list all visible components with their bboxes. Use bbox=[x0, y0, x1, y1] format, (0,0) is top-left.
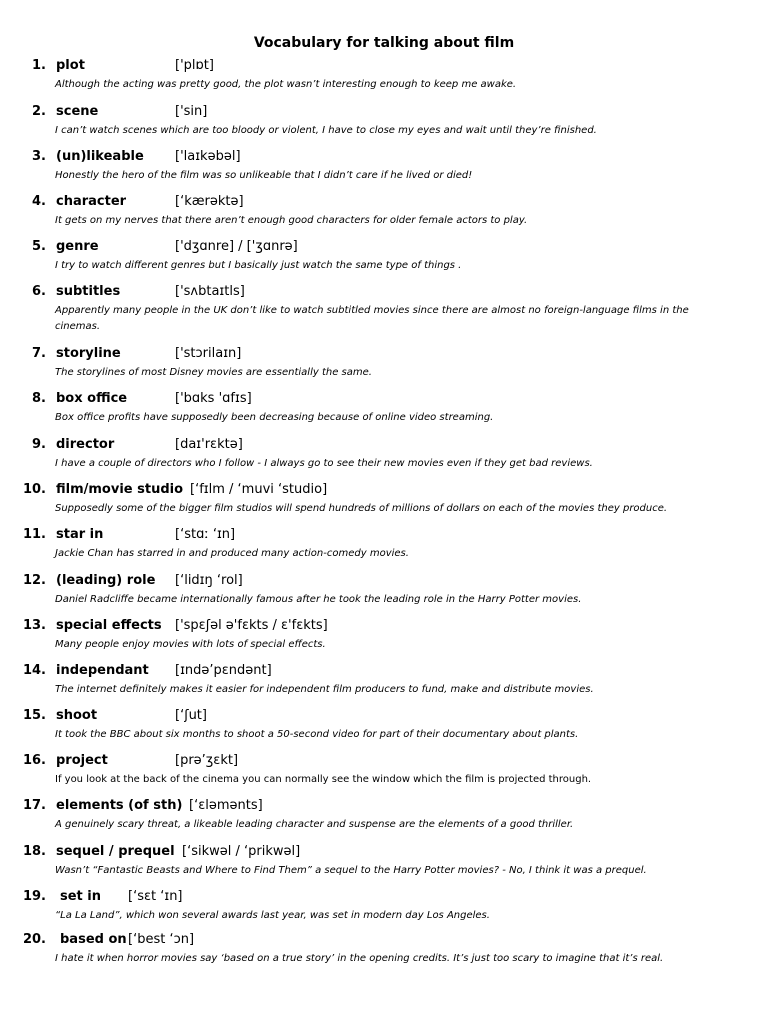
entry-example: I hate it when horror movies say ‘based on a true story’ in the opening credits. It’s just too scary to imagine that it’s real. bbox=[55, 953, 664, 964]
entry-example: If you look at the back of the cinema you can normally see the window which the film is projected through. bbox=[55, 774, 592, 785]
vocab-entry bbox=[0, 844, 768, 889]
entry-term: set in bbox=[60, 889, 102, 904]
vocab-entry bbox=[0, 618, 768, 663]
page-title: Vocabulary for talking about film bbox=[253, 35, 515, 51]
entry-pronunciation: ['stɔrilaɪn] bbox=[175, 346, 242, 361]
entry-pronunciation: [‘kærəktə] bbox=[175, 194, 244, 209]
entry-number: 5. bbox=[32, 239, 46, 254]
entry-number: 20. bbox=[22, 932, 46, 947]
entry-pronunciation: [‘ʃut] bbox=[175, 708, 207, 723]
entry-example: “La La Land”, which won several awards last year, was set in modern day Los Angeles. bbox=[55, 910, 490, 921]
entry-pronunciation: ['plɒt] bbox=[175, 58, 214, 73]
entry-term: based on bbox=[60, 932, 127, 947]
entry-number: 2. bbox=[32, 104, 46, 119]
entry-number: 8. bbox=[32, 391, 46, 406]
entry-term: (un)likeable bbox=[56, 149, 144, 164]
vocab-entry bbox=[0, 482, 768, 527]
entry-pronunciation: ['dʒɑnre] / ['ʒɑnrə] bbox=[175, 239, 298, 254]
entry-example: I try to watch different genres but I basically just watch the same type of things . bbox=[55, 260, 462, 271]
entry-example: Apparently many people in the UK don’t like to watch subtitled movies since there are almost no foreign-language films in the cinemas. bbox=[55, 305, 689, 332]
entry-term: box office bbox=[56, 391, 128, 406]
entry-example: The storylines of most Disney movies are essentially the same. bbox=[55, 367, 372, 378]
vocab-entry bbox=[0, 58, 768, 103]
entry-example: Honestly the hero of the film was so unlikeable that I didn’t care if he lived or died! bbox=[55, 170, 473, 181]
entry-term: elements (of sth) bbox=[56, 798, 183, 813]
entry-term: character bbox=[56, 194, 127, 209]
entry-example: Daniel Radcliffe became internationally famous after he took the leading role in the Harry Potter movies. bbox=[55, 594, 582, 605]
entry-number: 7. bbox=[32, 346, 46, 361]
entry-pronunciation: [‘sɛt ‘ɪn] bbox=[128, 889, 183, 904]
entry-pronunciation: ['bɑks 'ɑfɪs] bbox=[175, 391, 252, 406]
vocab-entry bbox=[0, 346, 768, 391]
entry-pronunciation: ['sʌbtaɪtls] bbox=[175, 284, 245, 299]
vocab-entry bbox=[0, 391, 768, 436]
entry-example: Many people enjoy movies with lots of special effects. bbox=[55, 639, 326, 650]
entry-number: 18. bbox=[22, 844, 46, 859]
entry-pronunciation: [‘sikwəl / ‘prikwəl] bbox=[182, 844, 301, 859]
vocab-entry bbox=[0, 889, 768, 934]
vocab-entry bbox=[0, 194, 768, 239]
vocab-entry bbox=[0, 104, 768, 149]
entry-term: scene bbox=[56, 104, 99, 119]
entry-example: Box office profits have supposedly been decreasing because of online video streaming. bbox=[55, 412, 494, 423]
entry-number: 11. bbox=[22, 527, 46, 542]
entry-example: Wasn’t “Fantastic Beasts and Where to Find Them” a sequel to the Harry Potter movies? - No, I think it was a prequel. bbox=[55, 865, 647, 876]
vocab-entry bbox=[0, 437, 768, 482]
entry-pronunciation: [‘fɪlm / ‘muvi ‘studio] bbox=[190, 482, 328, 497]
entry-term: storyline bbox=[56, 346, 121, 361]
entry-number: 1. bbox=[32, 58, 46, 73]
entry-pronunciation: [ɪndə’pɛndənt] bbox=[175, 663, 272, 678]
vocab-entry bbox=[0, 284, 768, 332]
entry-term: independant bbox=[56, 663, 149, 678]
entry-term: film/movie studio bbox=[56, 482, 184, 497]
entry-term: star in bbox=[56, 527, 104, 542]
vocab-entry bbox=[0, 753, 768, 798]
entry-example: It gets on my nerves that there aren’t enough good characters for older female actors to play. bbox=[55, 215, 528, 226]
vocab-entry bbox=[0, 932, 768, 977]
entry-pronunciation: [‘best ‘ɔn] bbox=[128, 932, 195, 947]
entry-pronunciation: ['laɪkəbəl] bbox=[175, 149, 241, 164]
vocab-entry bbox=[0, 573, 768, 618]
entry-term: (leading) role bbox=[56, 573, 156, 588]
entry-term: plot bbox=[56, 58, 85, 73]
entry-number: 10. bbox=[22, 482, 46, 497]
entry-term: special effects bbox=[56, 618, 162, 633]
entry-term: sequel / prequel bbox=[56, 844, 175, 859]
entry-example: Jackie Chan has starred in and produced many action-comedy movies. bbox=[55, 548, 409, 559]
vocab-entry bbox=[0, 239, 768, 284]
entry-pronunciation: [daɪ'rɛktə] bbox=[175, 437, 243, 452]
vocab-entry bbox=[0, 149, 768, 194]
entry-pronunciation: [‘ɛləmənts] bbox=[189, 798, 263, 813]
entry-example: Although the acting was pretty good, the plot wasn’t interesting enough to keep me awake. bbox=[55, 79, 517, 90]
entry-pronunciation: ['spɛʃəl ə'fɛkts / ɛ'fɛkts] bbox=[175, 618, 328, 633]
entry-example: A genuinely scary threat, a likeable leading character and suspense are the elements of a good thriller. bbox=[55, 819, 574, 830]
entry-example: I can’t watch scenes which are too bloody or violent, I have to close my eyes and wait until they’re finished. bbox=[55, 125, 597, 136]
entry-term: subtitles bbox=[56, 284, 121, 299]
entry-pronunciation: [‘stɑː ‘ɪn] bbox=[175, 527, 236, 542]
entry-example: It took the BBC about six months to shoot a 50-second video for part of their documentary about plants. bbox=[55, 729, 579, 740]
entry-number: 14. bbox=[22, 663, 46, 678]
entry-number: 6. bbox=[32, 284, 46, 299]
entry-number: 13. bbox=[22, 618, 46, 633]
entry-number: 15. bbox=[22, 708, 46, 723]
entry-example: The internet definitely makes it easier for independent film producers to fund, make and distribute movies. bbox=[55, 684, 594, 695]
vocab-entry bbox=[0, 798, 768, 843]
entry-number: 9. bbox=[32, 437, 46, 452]
vocab-entry bbox=[0, 708, 768, 753]
entry-number: 17. bbox=[22, 798, 46, 813]
entry-pronunciation: ['sin] bbox=[175, 104, 208, 119]
vocab-entry bbox=[0, 527, 768, 572]
entry-example: I have a couple of directors who I follow - I always go to see their new movies even if they get bad reviews. bbox=[55, 458, 593, 469]
entry-number: 12. bbox=[22, 573, 46, 588]
entry-term: director bbox=[56, 437, 115, 452]
entry-number: 4. bbox=[32, 194, 46, 209]
entry-term: project bbox=[56, 753, 108, 768]
entry-number: 19. bbox=[22, 889, 46, 904]
entry-pronunciation: [‘lidɪŋ ‘rol] bbox=[175, 573, 243, 588]
entry-pronunciation: [prə’ʒɛkt] bbox=[175, 753, 239, 768]
vocab-entry bbox=[0, 663, 768, 708]
entry-term: genre bbox=[56, 239, 99, 254]
entry-term: shoot bbox=[56, 708, 98, 723]
entry-example: Supposedly some of the bigger film studios will spend hundreds of millions of dollars on each of the movies they produce. bbox=[55, 503, 668, 514]
entry-number: 3. bbox=[32, 149, 46, 164]
entry-number: 16. bbox=[22, 753, 46, 768]
